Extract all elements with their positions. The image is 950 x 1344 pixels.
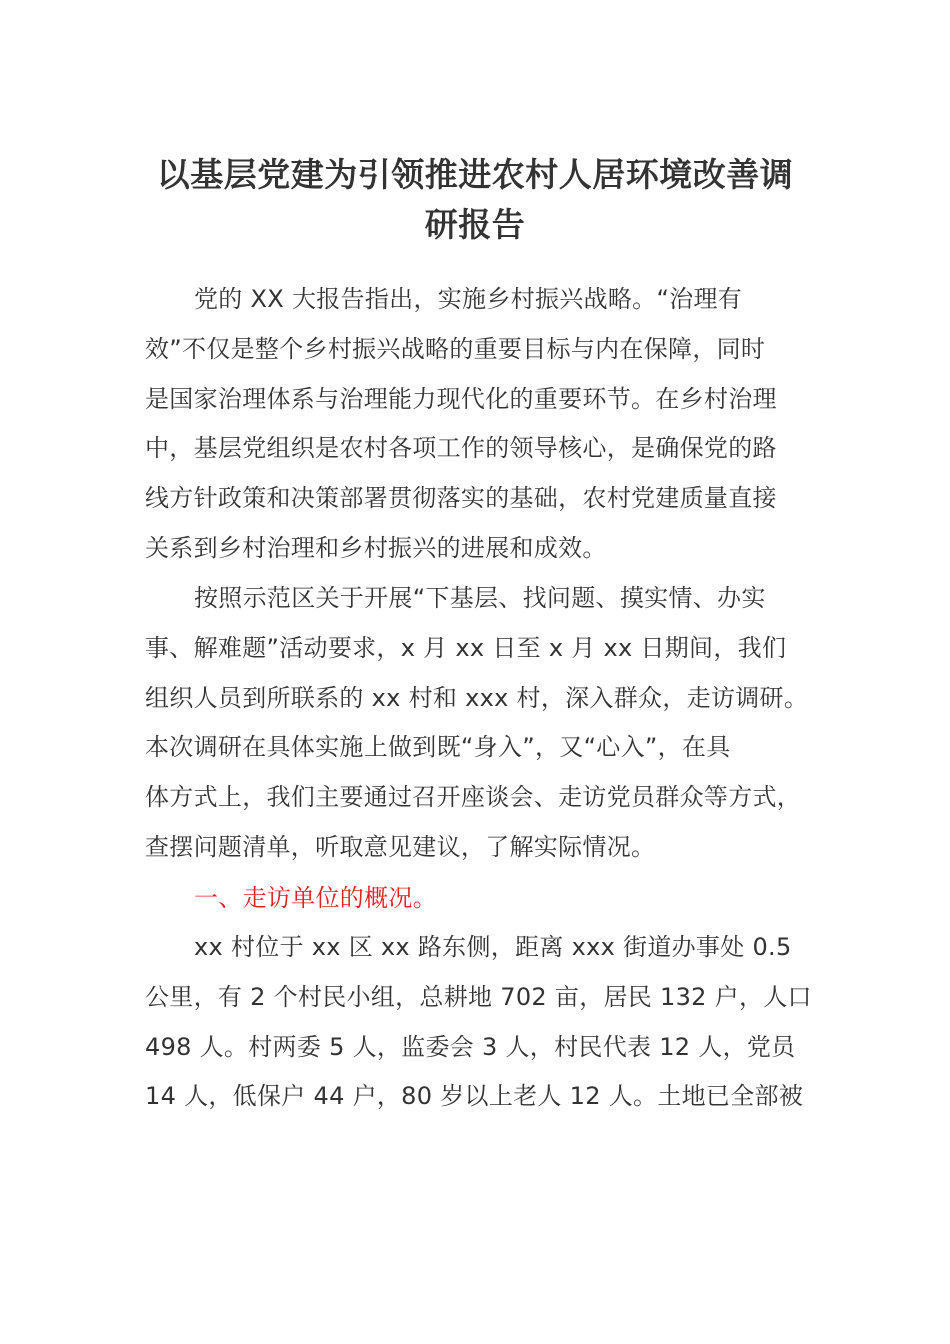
paragraph-method: [145, 574, 810, 873]
paragraph-line: 中，基层党组织是农村各项工作的领导核心，是确保党的路: [145, 434, 777, 463]
paragraph-line: 组织人员到所联系的 xx 村和 xxx 村，深入群众，走访调研。: [145, 683, 809, 712]
paragraph-line: 关系到乡村治理和乡村振兴的进展和成效。: [145, 533, 607, 562]
paragraph-line: 公里，有 2 个村民小组，总耕地 702 亩，居民 132 户，人口: [145, 982, 812, 1011]
section-heading: 一、走访单位的概况。: [194, 884, 437, 912]
paragraph-overview: [145, 923, 810, 1122]
paragraph-line: 党的 XX 大报告指出，实施乡村振兴战略。“治理有: [194, 285, 743, 313]
paragraph-line: 体方式上，我们主要通过召开座谈会、走访党员群众等方式，: [145, 783, 802, 812]
paragraph-line: 14 人，低保户 44 户，80 岁以上老人 12 人。土地已全部被: [145, 1082, 804, 1111]
paragraph-line: 事、解难题”活动要求，x 月 xx 日至 x 月 xx 日期间，我们: [145, 633, 787, 662]
paragraph-line: 查摆问题清单，听取意见建议，了解实际情况。: [145, 832, 656, 861]
paragraph-intro: [145, 275, 810, 574]
title-line-1: 以基层党建为引领推进农村人居环境改善调: [156, 155, 794, 194]
paragraph-line: 线方针政策和决策部署贯彻落实的基础，农村党建质量直接: [145, 484, 777, 513]
document-title: [120, 150, 830, 250]
paragraph-line: 498 人。村两委 5 人，监委会 3 人，村民代表 12 人，党员: [145, 1032, 796, 1061]
paragraph-line: xx 村位于 xx 区 xx 路东侧，距离 xxx 街道办事处 0.5: [194, 933, 792, 961]
paragraph-line: 效”不仅是整个乡村振兴战略的重要目标与内在保障，同时: [145, 334, 766, 363]
title-line-2: 研报告: [424, 205, 526, 244]
paragraph-line: 是国家治理体系与治理能力现代化的重要环节。在乡村治理: [145, 384, 777, 413]
paragraph-line: 按照示范区关于开展“下基层、找问题、摸实情、办实: [194, 584, 766, 612]
paragraph-line: 本次调研在具体实施上做到既“身入”，又“心入”，在具: [145, 733, 731, 762]
